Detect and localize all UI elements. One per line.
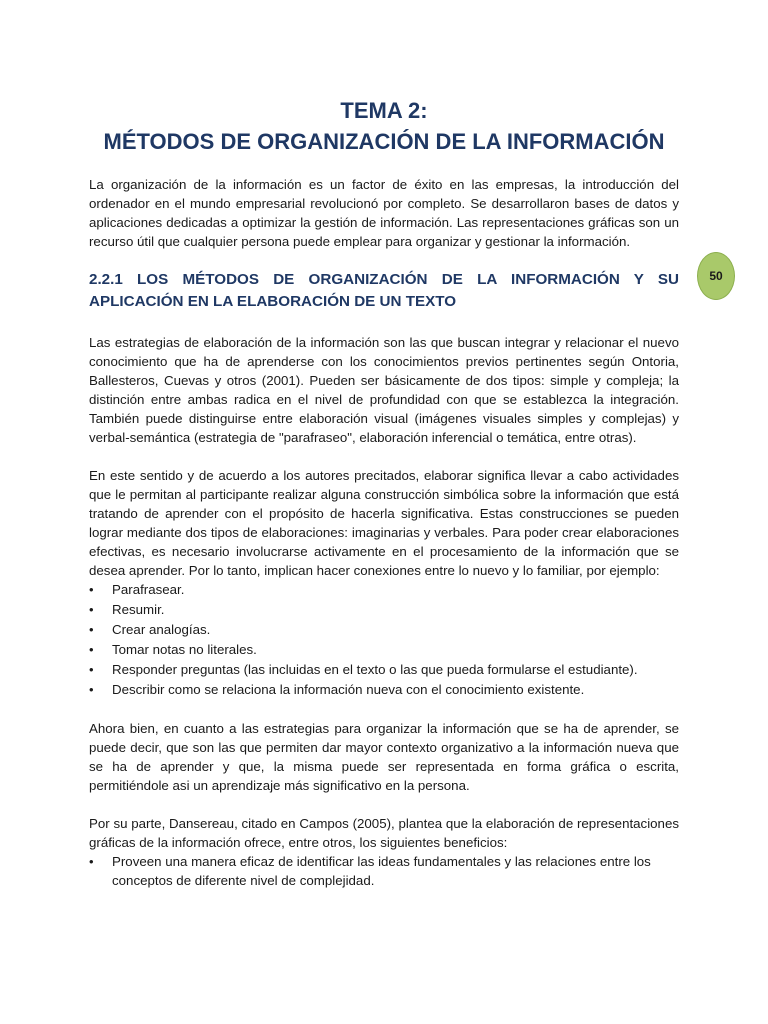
bullet-icon: • [89,602,94,617]
list-item-text: Proveen una manera eficaz de identificar las ideas fundamentales y las relaciones entre los conceptos de diferente nivel de complejidad. [112,854,651,888]
list-item-text: Describir como se relaciona la información nueva con el conocimiento existente. [112,682,585,697]
page-title [60,95,708,157]
intro-paragraph: La organización de la información es un factor de éxito en las empresas, la introducción del ordenador en el mundo empresarial revolucionó por completo. Se desarrollaron bases de datos y aplicaciones dedicadas a optimizar la gestión de información. Las representaciones gráficas son un recurso útil que cualquier persona puede emplear para organizar y gestionar la información. [89,177,679,249]
document-body [89,175,679,890]
bullet-icon: • [89,642,94,657]
benefits-list [89,852,679,890]
list-item [89,580,679,600]
list-item [89,852,679,890]
bullet-icon: • [89,622,94,637]
section-heading: 2.2.1 LOS MÉTODOS DE ORGANIZACIÓN DE LA INFORMACIÓN Y SU APLICACIÓN EN LA ELABORACIÓN DE UN TEXTO [89,271,679,310]
list-item-text: Crear analogías. [112,622,211,637]
example-list [89,580,679,700]
list-item [89,660,679,680]
bullet-icon: • [89,682,94,697]
list-item [89,680,679,700]
bullet-icon: • [89,662,94,677]
paragraph-4: Por su parte, Dansereau, citado en Campos (2005), plantea que la elaboración de representaciones gráficas de la información ofrece, entre otros, los siguientes beneficios: [89,816,679,850]
list-item [89,620,679,640]
list-item-text: Parafrasear. [112,582,185,597]
title-line-1: TEMA 2: [340,98,428,123]
title-line-2: MÉTODOS DE ORGANIZACIÓN DE LA INFORMACIÓN [103,129,665,154]
bullet-icon: • [89,854,94,869]
list-item-text: Responder preguntas (las incluidas en el texto o las que pueda formularse el estudiante). [112,662,638,677]
list-item-text: Tomar notas no literales. [112,642,257,657]
bullet-icon: • [89,582,94,597]
list-item [89,640,679,660]
paragraph-1: Las estrategias de elaboración de la información son las que buscan integrar y relacionar el nuevo conocimiento que ha de aprenderse con los conocimientos previos pertinentes según Ontoria, Ballesteros, Cuevas y otros (2001). Pueden ser básicamente de dos tipos: simple y compleja; la distinción entre ambas radica en el nivel de profundidad con que se establezca la integración. También puede distinguirse entre elaboración visual (imágenes visuales simples y complejas) y verbal-semántica (estrategia de "parafraseo", elaboración inferencial o temática, entre otras). [89,335,679,445]
page-number: 50 [709,269,723,283]
paragraph-2: En este sentido y de acuerdo a los autores precitados, elaborar significa llevar a cabo actividades que le permitan al participante realizar alguna construcción simbólica sobre la información que está tratando de aprender con el propósito de hacerla significativa. Estas construcciones se pueden lograr mediante dos tipos de elaboraciones: imaginarias y verbales. Para poder crear elaboraciones efectivas, es necesario involucrarse activamente en el procesamiento de la información que se desea aprender. Por lo tanto, implican hacer conexiones entre lo nuevo y lo familiar, por ejemplo: [89,468,679,578]
paragraph-3: Ahora bien, en cuanto a las estrategias para organizar la información que se ha de aprender, se puede decir, que son las que permiten dar mayor contexto organizativo a la información nueva que se ha de aprender y que, la misma puede ser representada en forma gráfica o escrita, permitiéndole asi un aprendizaje más significativo en la persona. [89,721,679,793]
list-item-text: Resumir. [112,602,165,617]
page-number-badge [697,252,735,300]
list-item [89,600,679,620]
